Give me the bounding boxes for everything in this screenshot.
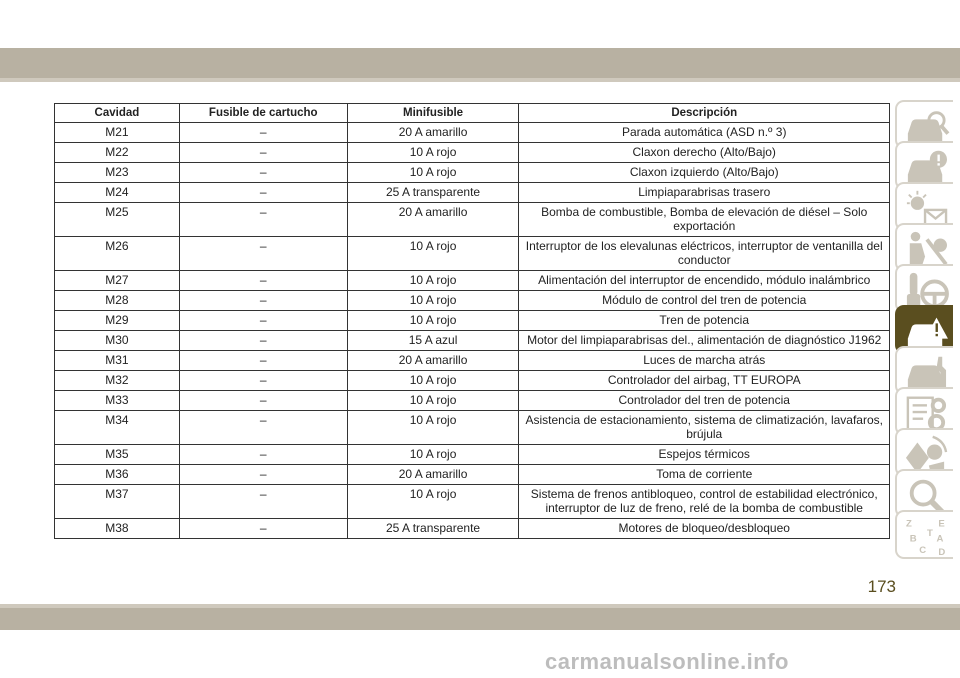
table-row bbox=[55, 465, 890, 485]
table-row bbox=[55, 371, 890, 391]
cell-minifusible: 10 A rojo bbox=[347, 291, 519, 311]
cell-descripcion: Motores de bloqueo/desbloqueo bbox=[519, 519, 890, 539]
cell-descripcion: Parada automática (ASD n.º 3) bbox=[519, 123, 890, 143]
page-number: 173 bbox=[867, 577, 896, 596]
cell-minifusible: 10 A rojo bbox=[347, 411, 519, 445]
cell-minifusible: 10 A rojo bbox=[347, 143, 519, 163]
cell-descripcion: Alimentación del interruptor de encendido, módulo inalámbrico bbox=[519, 271, 890, 291]
table-row bbox=[55, 123, 890, 143]
svg-text:C: C bbox=[919, 545, 927, 557]
table-row bbox=[55, 331, 890, 351]
cell-descripcion: Motor del limpiaparabrisas del., alimentación de diagnóstico J1962 bbox=[519, 331, 890, 351]
cell-descripcion: Sistema de frenos antibloqueo, control de estabilidad electrónico, interruptor de luz de freno, relé de la bomba de combustible bbox=[519, 485, 890, 519]
cell-minifusible: 10 A rojo bbox=[347, 445, 519, 465]
cell-minifusible: 20 A amarillo bbox=[347, 351, 519, 371]
cell-fusible-cartucho: – bbox=[179, 519, 347, 539]
fuse-table-body bbox=[55, 123, 890, 539]
cell-fusible-cartucho: – bbox=[179, 351, 347, 371]
svg-text:Z: Z bbox=[905, 518, 912, 530]
cell-cavidad: M35 bbox=[55, 445, 180, 465]
top-decorative-stripe bbox=[0, 78, 960, 82]
table-row bbox=[55, 519, 890, 539]
cell-minifusible: 10 A rojo bbox=[347, 485, 519, 519]
table-row bbox=[55, 311, 890, 331]
cell-cavidad: M31 bbox=[55, 351, 180, 371]
cell-fusible-cartucho: – bbox=[179, 485, 347, 519]
svg-text:E: E bbox=[938, 518, 945, 530]
cell-minifusible: 25 A transparente bbox=[347, 183, 519, 203]
cell-fusible-cartucho: – bbox=[179, 391, 347, 411]
cell-cavidad: M21 bbox=[55, 123, 180, 143]
cell-cavidad: M34 bbox=[55, 411, 180, 445]
cell-descripcion: Claxon derecho (Alto/Bajo) bbox=[519, 143, 890, 163]
cell-fusible-cartucho: – bbox=[179, 203, 347, 237]
cell-fusible-cartucho: – bbox=[179, 291, 347, 311]
cell-fusible-cartucho: – bbox=[179, 163, 347, 183]
table-row bbox=[55, 391, 890, 411]
svg-text:D: D bbox=[938, 547, 946, 557]
cell-minifusible: 20 A amarillo bbox=[347, 465, 519, 485]
table-row bbox=[55, 271, 890, 291]
cell-fusible-cartucho: – bbox=[179, 271, 347, 291]
table-header-row bbox=[55, 104, 890, 123]
cell-minifusible: 10 A rojo bbox=[347, 271, 519, 291]
cell-descripcion: Controlador del airbag, TT EUROPA bbox=[519, 371, 890, 391]
chapter-tab-alphabetical-index[interactable] bbox=[895, 510, 953, 559]
cell-fusible-cartucho: – bbox=[179, 311, 347, 331]
cell-descripcion: Claxon izquierdo (Alto/Bajo) bbox=[519, 163, 890, 183]
cell-fusible-cartucho: – bbox=[179, 465, 347, 485]
cell-fusible-cartucho: – bbox=[179, 445, 347, 465]
table-row bbox=[55, 445, 890, 465]
cell-fusible-cartucho: – bbox=[179, 123, 347, 143]
cell-descripcion: Módulo de control del tren de potencia bbox=[519, 291, 890, 311]
top-decorative-band bbox=[0, 48, 960, 78]
table-row bbox=[55, 143, 890, 163]
cell-minifusible: 20 A amarillo bbox=[347, 203, 519, 237]
table-row bbox=[55, 183, 890, 203]
cell-minifusible: 10 A rojo bbox=[347, 391, 519, 411]
cell-fusible-cartucho: – bbox=[179, 411, 347, 445]
header-minifusible: Minifusible bbox=[347, 104, 519, 123]
cell-descripcion: Asistencia de estacionamiento, sistema de climatización, lavafaros, brújula bbox=[519, 411, 890, 445]
table-row bbox=[55, 237, 890, 271]
svg-text:T: T bbox=[926, 528, 933, 539]
cell-fusible-cartucho: – bbox=[179, 237, 347, 271]
cell-minifusible: 25 A transparente bbox=[347, 519, 519, 539]
cell-minifusible: 10 A rojo bbox=[347, 237, 519, 271]
cell-cavidad: M24 bbox=[55, 183, 180, 203]
cell-minifusible: 10 A rojo bbox=[347, 163, 519, 183]
watermark: carmanualsonline.info bbox=[545, 649, 789, 674]
table-row bbox=[55, 163, 890, 183]
table-row bbox=[55, 291, 890, 311]
cell-minifusible: 20 A amarillo bbox=[347, 123, 519, 143]
cell-cavidad: M32 bbox=[55, 371, 180, 391]
cell-cavidad: M33 bbox=[55, 391, 180, 411]
bottom-decorative-band bbox=[0, 608, 960, 630]
cell-descripcion: Luces de marcha atrás bbox=[519, 351, 890, 371]
table-row bbox=[55, 411, 890, 445]
fuse-table bbox=[54, 103, 890, 539]
cell-cavidad: M25 bbox=[55, 203, 180, 237]
cell-minifusible: 10 A rojo bbox=[347, 311, 519, 331]
cell-descripcion: Toma de corriente bbox=[519, 465, 890, 485]
cell-cavidad: M22 bbox=[55, 143, 180, 163]
cell-cavidad: M27 bbox=[55, 271, 180, 291]
header-fusible-cartucho: Fusible de cartucho bbox=[179, 104, 347, 123]
cell-cavidad: M26 bbox=[55, 237, 180, 271]
svg-text:B: B bbox=[909, 533, 917, 545]
cell-descripcion: Espejos térmicos bbox=[519, 445, 890, 465]
header-cavidad: Cavidad bbox=[55, 104, 180, 123]
cell-cavidad: M23 bbox=[55, 163, 180, 183]
cell-fusible-cartucho: – bbox=[179, 143, 347, 163]
cell-minifusible: 10 A rojo bbox=[347, 371, 519, 391]
cell-minifusible: 15 A azul bbox=[347, 331, 519, 351]
cell-cavidad: M28 bbox=[55, 291, 180, 311]
cell-descripcion: Bomba de combustible, Bomba de elevación de diésel – Solo exportación bbox=[519, 203, 890, 237]
table-row bbox=[55, 485, 890, 519]
cell-fusible-cartucho: – bbox=[179, 371, 347, 391]
cell-descripcion: Tren de potencia bbox=[519, 311, 890, 331]
table-row bbox=[55, 203, 890, 237]
cell-cavidad: M29 bbox=[55, 311, 180, 331]
cell-cavidad: M38 bbox=[55, 519, 180, 539]
cell-descripcion: Controlador del tren de potencia bbox=[519, 391, 890, 411]
cell-fusible-cartucho: – bbox=[179, 183, 347, 203]
header-descripcion: Descripción bbox=[519, 104, 890, 123]
table-row bbox=[55, 351, 890, 371]
svg-text:A: A bbox=[936, 533, 944, 545]
cell-descripcion: Limpiaparabrisas trasero bbox=[519, 183, 890, 203]
cell-fusible-cartucho: – bbox=[179, 331, 347, 351]
cell-descripcion: Interruptor de los elevalunas eléctricos, interruptor de ventanilla del conductor bbox=[519, 237, 890, 271]
cell-cavidad: M30 bbox=[55, 331, 180, 351]
cell-cavidad: M36 bbox=[55, 465, 180, 485]
cell-cavidad: M37 bbox=[55, 485, 180, 519]
